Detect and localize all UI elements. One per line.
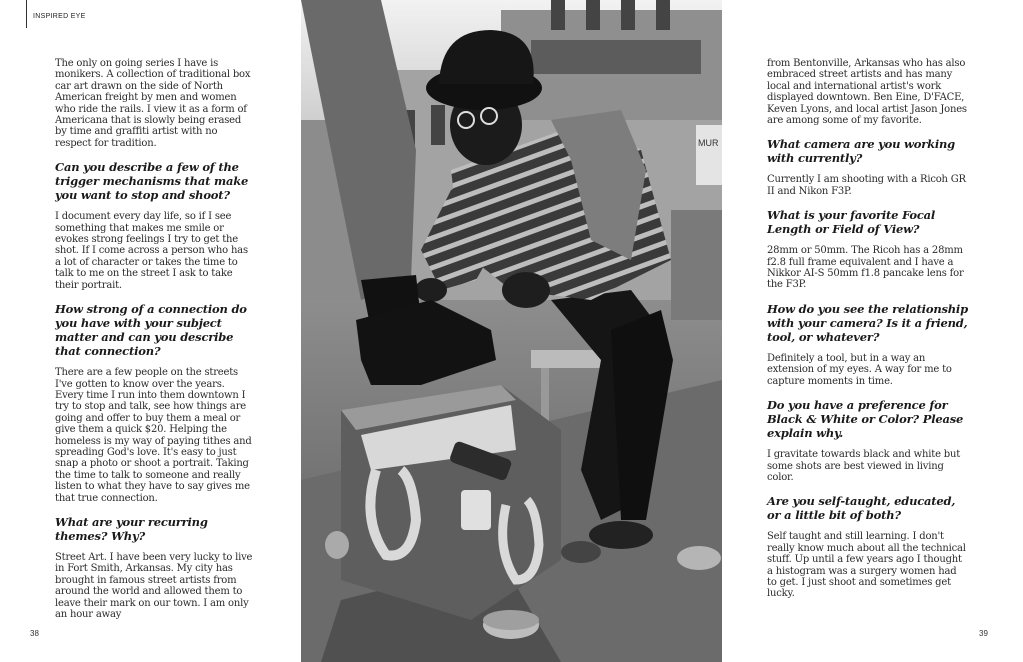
interview-question: Can you describe a few of the trigger mechanisms that make you want to stop and shoot? [55, 160, 249, 203]
answer-paragraph: I document every day life, so if I see something that makes me smile or evokes strong feelings I try to get the shot. If I come across a person who has a lot of character or takes the time to talk to me on the street I ask to take their portrait. [55, 211, 248, 291]
magazine-label: INSPIRED EYE [33, 13, 86, 20]
page-number-right: 39 [979, 629, 988, 638]
answer-paragraph: 28mm or 50mm. The Ricoh has a 28mm f2.8 full frame equivalent and I have a Nikkor AI-S 50mm f1.8 pancake lens for the F3P. [767, 245, 964, 291]
interview-question: Do you have a preference for Black & White or Color? Please explain why. [767, 398, 964, 441]
answer-paragraph: There are a few people on the streets I've gotten to know over the years. Every time I run into them downtown I try to stop and talk, see how things are going and offer to buy them a meal or give them a quick $20. Helping the homeless is my way of paying tithes and spreading God's love. It's easy to just snap a photo or shoot a portrait. Taking the time to talk to someone and really listen to what they have to say gives me that true connection. [55, 367, 252, 504]
header-rule [26, 0, 27, 28]
interview-question: Are you self-taught, educated, or a little bit of both? [767, 494, 956, 523]
interview-question: How do you see the relationship with your camera? Is it a friend, tool, or whatever? [767, 301, 968, 344]
answer-paragraph: Self taught and still learning. I don't really know much about all the technical stuff. Up until a few years ago I thought a histogram was a surgery women had to get. I just shoot and sometimes get lucky. [767, 531, 966, 600]
interview-question: What are your recurring themes? Why? [55, 514, 208, 543]
answer-paragraph: I gravitate towards black and white but some shots are best viewed in living color. [767, 449, 961, 483]
answer-paragraph: Definitely a tool, but in a way an extension of my eyes. A way for me to capture moments in time. [767, 352, 952, 387]
right-text-column [767, 58, 969, 611]
shoe-shine-photo [301, 0, 722, 662]
storefront-sign: MUR [698, 138, 719, 148]
answer-paragraph: from Bentonville, Arkansas who has also embraced street artists and has many local and international artist's work displayed downtown. Ben Eine, D'FACE, Keven Lyons, and local artist Jason Jones are among some of my favorite. [767, 58, 967, 127]
answer-paragraph: The only on going series I have is monikers. A collection of traditional box car art drawn on the side of North American freight by men and women who ride the rails. I view it as a form of Americana that is slowly being erased by time and graffiti artist with no respect for tradition. [55, 58, 251, 149]
page-number-left: 38 [30, 629, 39, 638]
interview-question: What is your favorite Focal Length or Field of View? [767, 208, 936, 237]
interview-question: How strong of a connection do you have with your subject matter and can you describe that connection? [55, 302, 247, 359]
answer-paragraph: Street Art. I have been very lucky to live in Fort Smith, Arkansas. My city has brought in famous street artists from around the world and allowed them to leave their mark on our town. I am only an hour away [55, 551, 253, 620]
left-text-column [55, 58, 255, 631]
interview-question: What camera are you working with currently? [767, 137, 956, 166]
answer-paragraph: Currently I am shooting with a Ricoh GR II and Nikon F3P. [767, 174, 966, 197]
